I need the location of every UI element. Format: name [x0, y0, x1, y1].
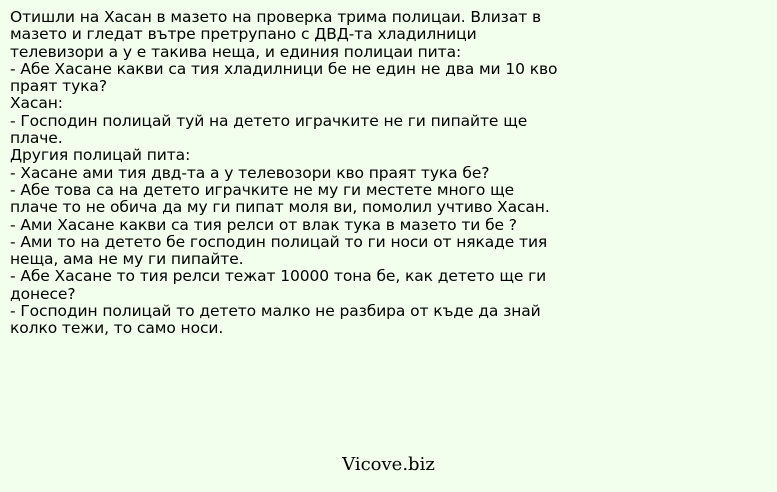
site-watermark: Vicove.biz: [342, 454, 435, 475]
joke-line: - Абе Хасане какви са тия хладилници бе не един не два ми 10 кво: [10, 59, 558, 78]
joke-line: - Абе Хасане то тия релси тежат 10000 тона бе, как детето ще ги: [10, 267, 547, 286]
joke-line: мазето и гледат вътре претрупано с ДВД-та хладилници: [10, 25, 477, 44]
joke-line: донесе?: [10, 284, 76, 303]
joke-line: - Ами Хасане какви са тия релси от влак тука в мазето ти бе ?: [10, 215, 517, 234]
joke-line: колко тежи, то само носи.: [10, 319, 224, 338]
joke-line: - Хасане ами тия двд-та а у телевозори кво праят тука бе?: [10, 163, 490, 182]
joke-line: - Ами то на детето бе господин полицай то ги носи от някаде тия: [10, 232, 548, 251]
joke-line: - Абе това са на детето играчките не му ги местете много ще: [10, 180, 515, 199]
joke-line: плаче то не обича да му ги пипат моля ви, помолил учтиво Хасан.: [10, 198, 550, 217]
joke-line: - Господин полицай то детето малко не разбира от къде да знай: [10, 302, 541, 321]
joke-line: Хасан:: [10, 94, 63, 113]
joke-line: телевизори а у е такива неща, и единия полицаи пита:: [10, 42, 462, 61]
joke-text: [10, 8, 558, 338]
joke-line: плаче.: [10, 129, 63, 148]
joke-line: неща, ама не му ги пипайте.: [10, 250, 244, 269]
joke-line: праят тука?: [10, 77, 107, 96]
joke-line: - Господин полицай туй на детето играчките не ги пипайте ще: [10, 111, 528, 130]
joke-line: Другия полицай пита:: [10, 146, 191, 165]
joke-line: Отишли на Хасан в мазето на проверка трима полицаи. Влизат в: [10, 8, 542, 26]
